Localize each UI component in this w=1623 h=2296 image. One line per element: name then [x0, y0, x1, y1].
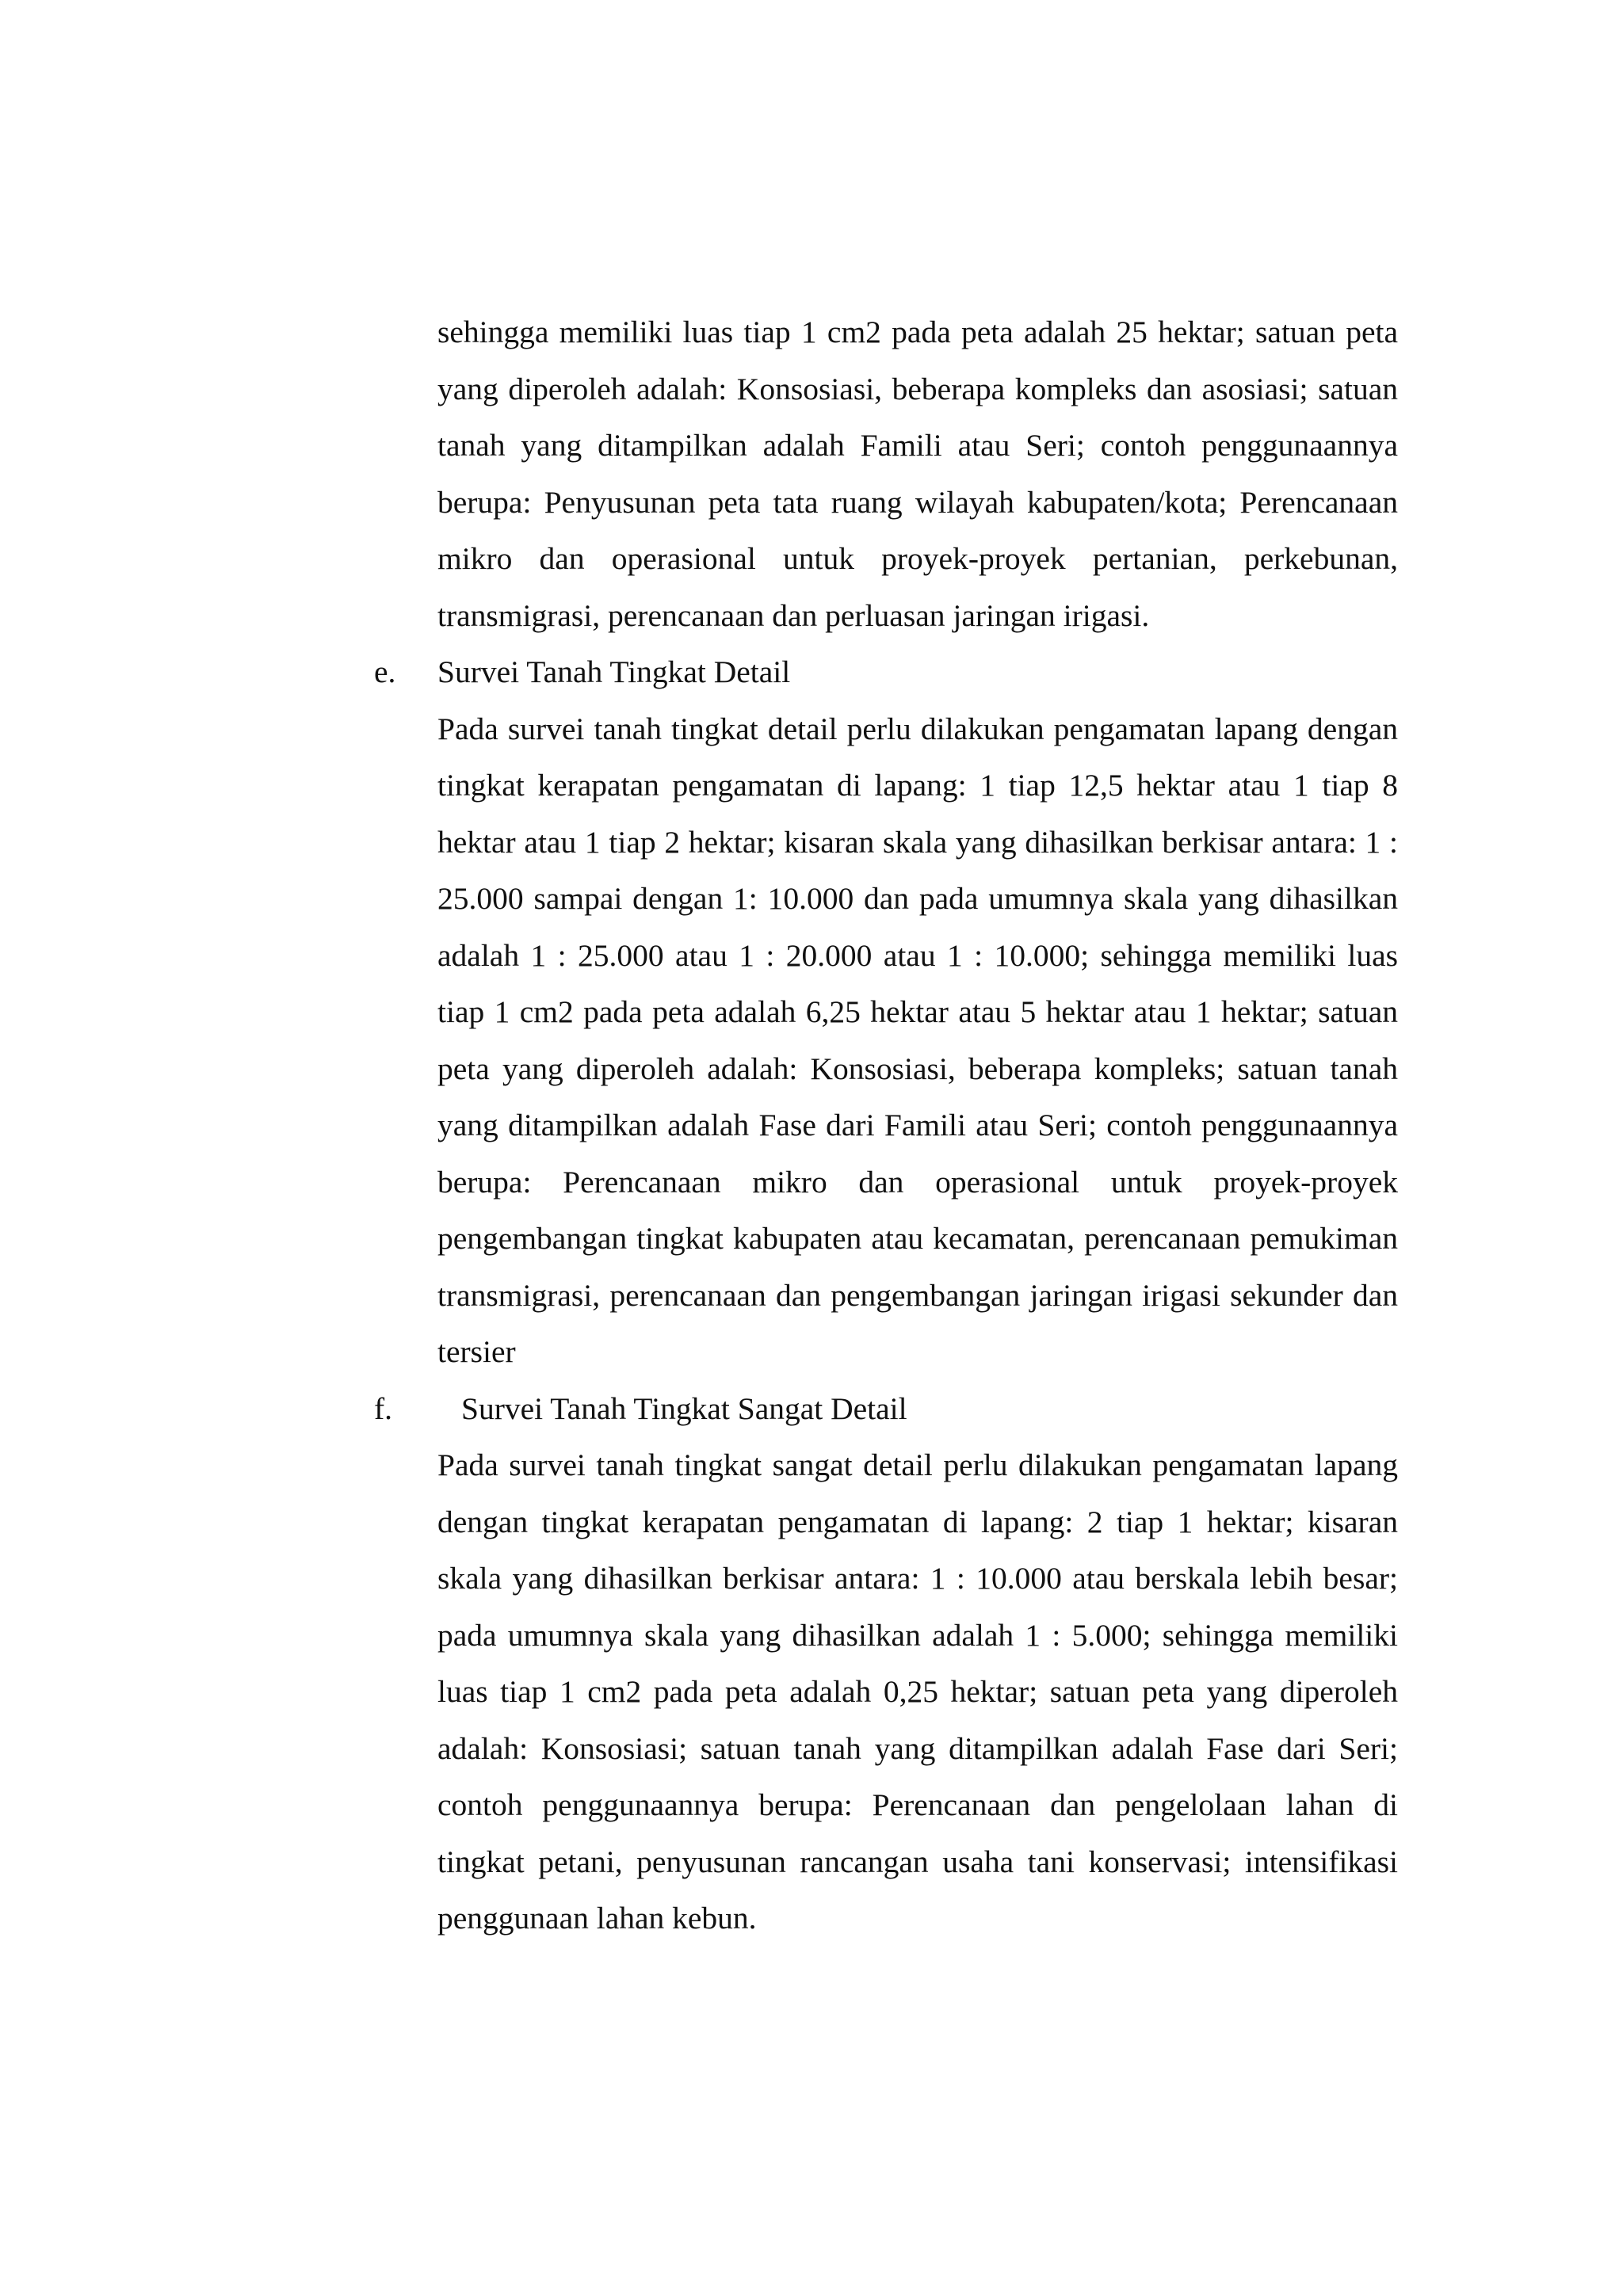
list-marker-e: e.	[374, 654, 396, 689]
paragraph-survei-sangat-detail: Pada survei tanah tingkat sangat detail perlu dilakukan pengamatan lapang dengan tingkat kerapatan pengamatan di lapang: 2 tiap 1 hektar; kisaran skala yang dihasilkan berkisar antara: 1 : 10.000 atau berskala lebih besar; pada umumnya skala yang dihasilkan adalah 1 : 5.000; sehingga memiliki luas tiap 1 cm2 pada peta adalah 0,25 hektar; satuan peta yang diperoleh adalah: Konsosiasi; satuan tanah yang ditampilkan adalah Fase dari Seri; contoh penggunaannya berupa: Perencanaan dan pengelolaan lahan di tingkat petani, penyusunan rancangan usaha tani konservasi; intensifikasi penggunaan lahan kebun.	[437, 1447, 1398, 1936]
list-marker-f: f.	[374, 1390, 393, 1426]
paragraph-survei-detail: Pada survei tanah tingkat detail perlu dilakukan pengamatan lapang dengan tingkat kerapatan pengamatan di lapang: 1 tiap 12,5 hektar atau 1 tiap 8 hektar atau 1 tiap 2 hektar; kisaran skala yang dihasilkan berkisar antara: 1 : 25.000 sampai dengan 1: 10.000 dan pada umumnya skala yang dihasilkan adalah 1 : 25.000 atau 1 : 20.000 atau 1 : 10.000; sehingga memiliki luas tiap 1 cm2 pada peta adalah 6,25 hektar atau 5 hektar atau 1 hektar; satuan peta yang diperoleh adalah: Konsosiasi, beberapa kompleks; satuan tanah yang ditampilkan adalah Fase dari Famili atau Seri; contoh penggunaannya berupa: Perencanaan mikro dan operasional untuk proyek-proyek pengembangan tingkat kabupaten atau kecamatan, perencanaan pemukiman transmigrasi, perencanaan dan pengembangan jaringan irigasi sekunder dan tersier	[437, 711, 1398, 1369]
document-body	[374, 304, 1398, 1947]
heading-survei-sangat-detail: Survei Tanah Tingkat Sangat Detail	[461, 1390, 907, 1426]
list-item-heading-e	[374, 644, 1398, 701]
list-item-heading-f	[374, 1381, 1398, 1438]
continuation-paragraph: sehingga memiliki luas tiap 1 cm2 pada peta adalah 25 hektar; satuan peta yang diperoleh adalah: Konsosiasi, beberapa kompleks dan asosiasi; satuan tanah yang ditampilkan adalah Famili atau Seri; contoh penggunaannya berupa: Penyusunan peta tata ruang wilayah kabupaten/kota; Perencanaan mikro dan operasional untuk proyek-proyek pertanian, perkebunan, transmigrasi, perencanaan dan perluasan jaringan irigasi.	[437, 315, 1398, 633]
heading-survei-detail: Survei Tanah Tingkat Detail	[437, 654, 791, 689]
